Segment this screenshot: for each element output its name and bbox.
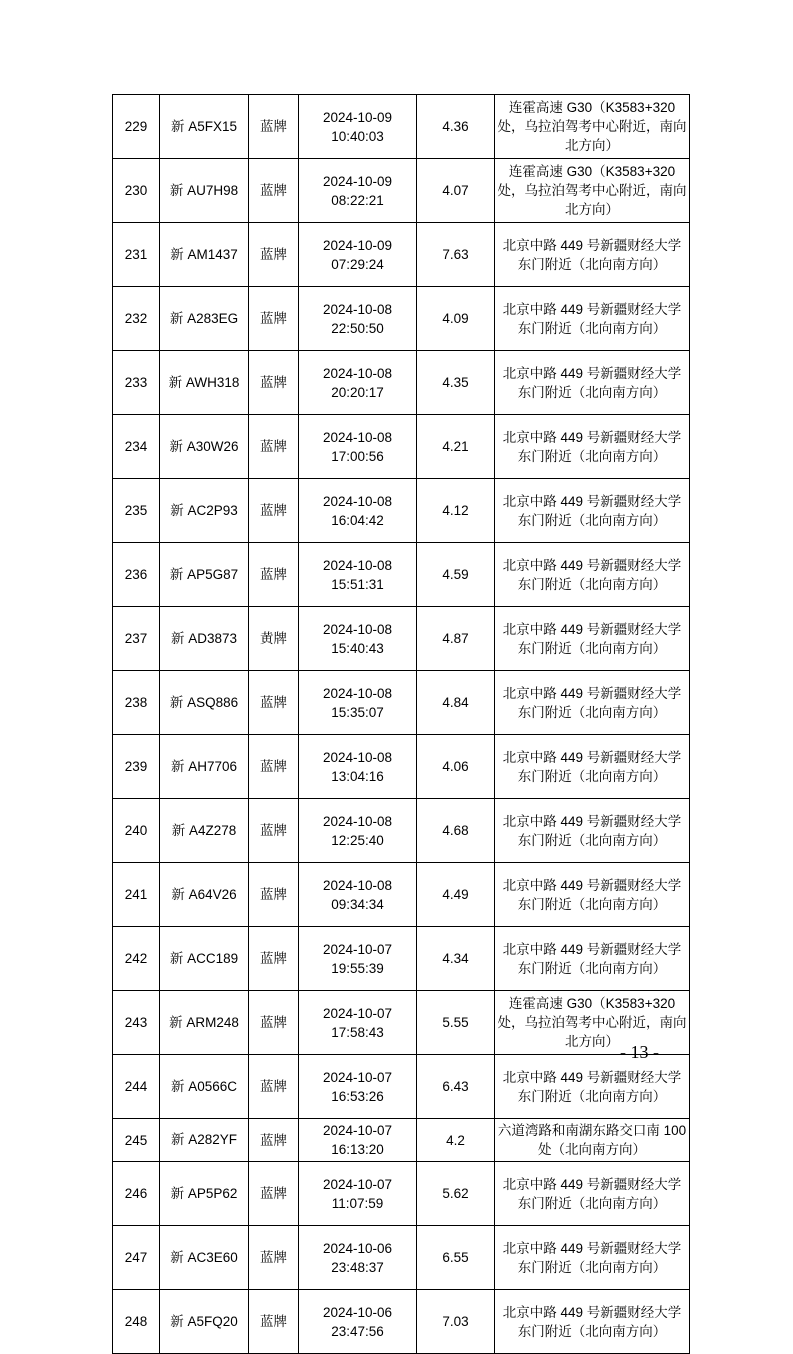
row-number-cell: 233 bbox=[113, 351, 160, 415]
location-cell: 北京中路 449 号新疆财经大学东门附近（北向南方向） bbox=[495, 543, 690, 607]
plate-type-cell: 蓝牌 bbox=[249, 159, 299, 223]
plate-type-cell: 蓝牌 bbox=[249, 1119, 299, 1162]
date-text: 2024-10-09 bbox=[322, 237, 393, 253]
time-text: 16:13:20 bbox=[331, 1142, 384, 1157]
table-row bbox=[113, 863, 690, 927]
datetime-cell bbox=[299, 1055, 417, 1119]
time-text: 17:58:43 bbox=[331, 1024, 384, 1040]
plate-type-cell: 蓝牌 bbox=[249, 927, 299, 991]
plate-type-cell: 蓝牌 bbox=[249, 415, 299, 479]
plate-number: A0566C bbox=[188, 1078, 238, 1094]
plate-number: A5FX15 bbox=[188, 118, 238, 134]
time-text: 22:50:50 bbox=[331, 320, 384, 336]
plate-number: A5FQ20 bbox=[187, 1313, 238, 1329]
plate-cell bbox=[160, 799, 249, 863]
plate-cell bbox=[160, 159, 249, 223]
location-cell: 北京中路 449 号新疆财经大学东门附近（北向南方向） bbox=[495, 1055, 690, 1119]
date-text: 2024-10-07 bbox=[322, 1123, 393, 1138]
plate-type-cell: 蓝牌 bbox=[249, 1162, 299, 1226]
time-text: 07:29:24 bbox=[331, 256, 384, 272]
plate-cell bbox=[160, 607, 249, 671]
plate-type-cell: 黄牌 bbox=[249, 607, 299, 671]
time-text: 12:25:40 bbox=[331, 832, 384, 848]
plate-number: AU7H98 bbox=[187, 182, 239, 198]
plate-prefix: 新 bbox=[170, 1249, 184, 1266]
plate-number: AWH318 bbox=[185, 374, 240, 390]
location-cell: 北京中路 449 号新疆财经大学东门附近（北向南方向） bbox=[495, 671, 690, 735]
row-number-cell: 236 bbox=[113, 543, 160, 607]
plate-prefix: 新 bbox=[171, 886, 185, 903]
datetime-cell bbox=[299, 223, 417, 287]
value-cell: 6.55 bbox=[417, 1226, 495, 1290]
plate-prefix: 新 bbox=[169, 566, 184, 583]
location-cell: 北京中路 449 号新疆财经大学东门附近（北向南方向） bbox=[495, 927, 690, 991]
time-text: 16:53:26 bbox=[331, 1088, 384, 1104]
table-row bbox=[113, 1162, 690, 1226]
plate-prefix: 新 bbox=[169, 694, 184, 711]
location-cell: 连霍高速 G30（K3583+320 处，乌拉泊驾考中心附近，南向北方向） bbox=[495, 159, 690, 223]
row-number-cell: 230 bbox=[113, 159, 160, 223]
date-text: 2024-10-07 bbox=[322, 1176, 393, 1192]
plate-cell bbox=[160, 927, 249, 991]
time-text: 17:00:56 bbox=[331, 448, 384, 464]
table-row bbox=[113, 927, 690, 991]
time-text: 23:48:37 bbox=[331, 1259, 384, 1275]
row-number-cell: 245 bbox=[113, 1119, 160, 1162]
time-text: 15:51:31 bbox=[331, 576, 384, 592]
datetime-cell bbox=[299, 479, 417, 543]
value-cell: 4.06 bbox=[417, 735, 495, 799]
table-row bbox=[113, 415, 690, 479]
row-number-cell: 229 bbox=[113, 95, 160, 159]
date-text: 2024-10-07 bbox=[322, 1069, 393, 1085]
datetime-cell bbox=[299, 927, 417, 991]
plate-cell bbox=[160, 1226, 249, 1290]
time-text: 19:55:39 bbox=[331, 960, 384, 976]
plate-number: A282YF bbox=[188, 1132, 238, 1147]
value-cell: 4.2 bbox=[417, 1119, 495, 1162]
plate-cell bbox=[160, 991, 249, 1055]
table-row bbox=[113, 991, 690, 1055]
row-number-cell: 248 bbox=[113, 1290, 160, 1354]
table-row bbox=[113, 735, 690, 799]
records-table-body bbox=[113, 95, 690, 1354]
plate-number: AP5P62 bbox=[187, 1185, 238, 1201]
table-row bbox=[113, 543, 690, 607]
plate-number: A64V26 bbox=[188, 886, 237, 902]
time-text: 08:22:21 bbox=[331, 192, 384, 208]
date-text: 2024-10-09 bbox=[322, 109, 393, 125]
location-cell: 北京中路 449 号新疆财经大学东门附近（北向南方向） bbox=[495, 479, 690, 543]
location-cell: 连霍高速 G30（K3583+320 处，乌拉泊驾考中心附近，南向北方向） bbox=[495, 991, 690, 1055]
plate-prefix: 新 bbox=[170, 1313, 184, 1330]
row-number-cell: 241 bbox=[113, 863, 160, 927]
location-cell: 北京中路 449 号新疆财经大学东门附近（北向南方向） bbox=[495, 415, 690, 479]
row-number-cell: 244 bbox=[113, 1055, 160, 1119]
location-cell: 北京中路 449 号新疆财经大学东门附近（北向南方向） bbox=[495, 287, 690, 351]
table-row bbox=[113, 287, 690, 351]
time-text: 20:20:17 bbox=[331, 384, 384, 400]
plate-type-cell: 蓝牌 bbox=[249, 671, 299, 735]
value-cell: 4.34 bbox=[417, 927, 495, 991]
time-text: 11:07:59 bbox=[331, 1195, 384, 1211]
plate-number: AH7706 bbox=[188, 758, 238, 774]
row-number-cell: 231 bbox=[113, 223, 160, 287]
row-number-cell: 243 bbox=[113, 991, 160, 1055]
plate-prefix: 新 bbox=[171, 822, 186, 839]
page-number: - 13 - bbox=[620, 1042, 659, 1062]
plate-type-cell: 蓝牌 bbox=[249, 223, 299, 287]
plate-number: A30W26 bbox=[186, 438, 239, 454]
plate-number: ACC189 bbox=[187, 950, 239, 966]
time-text: 09:34:34 bbox=[331, 896, 384, 912]
value-cell: 4.36 bbox=[417, 95, 495, 159]
date-text: 2024-10-08 bbox=[322, 301, 393, 317]
datetime-cell bbox=[299, 1162, 417, 1226]
table-row bbox=[113, 223, 690, 287]
plate-cell bbox=[160, 415, 249, 479]
datetime-cell bbox=[299, 351, 417, 415]
plate-prefix: 新 bbox=[170, 1132, 185, 1148]
datetime-cell bbox=[299, 1226, 417, 1290]
row-number-cell: 235 bbox=[113, 479, 160, 543]
date-text: 2024-10-06 bbox=[322, 1240, 393, 1256]
value-cell: 7.03 bbox=[417, 1290, 495, 1354]
plate-type-cell: 蓝牌 bbox=[249, 991, 299, 1055]
date-text: 2024-10-08 bbox=[322, 877, 393, 893]
date-text: 2024-10-08 bbox=[322, 813, 393, 829]
table-row bbox=[113, 1290, 690, 1354]
row-number-cell: 247 bbox=[113, 1226, 160, 1290]
value-cell: 4.84 bbox=[417, 671, 495, 735]
datetime-cell bbox=[299, 543, 417, 607]
plate-number: AM1437 bbox=[187, 246, 238, 262]
plate-type-cell: 蓝牌 bbox=[249, 1226, 299, 1290]
plate-cell bbox=[160, 1162, 249, 1226]
plate-type-cell: 蓝牌 bbox=[249, 1055, 299, 1119]
plate-cell bbox=[160, 671, 249, 735]
date-text: 2024-10-08 bbox=[322, 749, 393, 765]
table-row bbox=[113, 1055, 690, 1119]
plate-cell bbox=[160, 1290, 249, 1354]
location-cell: 北京中路 449 号新疆财经大学东门附近（北向南方向） bbox=[495, 799, 690, 863]
plate-prefix: 新 bbox=[170, 758, 185, 775]
value-cell: 5.62 bbox=[417, 1162, 495, 1226]
plate-prefix: 新 bbox=[169, 950, 184, 967]
value-cell: 5.55 bbox=[417, 991, 495, 1055]
plate-number: AC3E60 bbox=[187, 1249, 238, 1265]
plate-cell bbox=[160, 95, 249, 159]
datetime-cell bbox=[299, 1119, 417, 1162]
plate-cell bbox=[160, 223, 249, 287]
row-number-cell: 238 bbox=[113, 671, 160, 735]
table-row bbox=[113, 1119, 690, 1162]
table-row bbox=[113, 1226, 690, 1290]
plate-cell bbox=[160, 287, 249, 351]
datetime-cell bbox=[299, 799, 417, 863]
time-text: 10:40:03 bbox=[331, 128, 384, 144]
value-cell: 4.68 bbox=[417, 799, 495, 863]
value-cell: 4.49 bbox=[417, 863, 495, 927]
value-cell: 4.59 bbox=[417, 543, 495, 607]
plate-cell bbox=[160, 863, 249, 927]
date-text: 2024-10-08 bbox=[322, 557, 393, 573]
plate-prefix: 新 bbox=[169, 182, 184, 199]
location-cell: 北京中路 449 号新疆财经大学东门附近（北向南方向） bbox=[495, 351, 690, 415]
time-text: 15:40:43 bbox=[331, 640, 384, 656]
plate-type-cell: 蓝牌 bbox=[249, 287, 299, 351]
plate-prefix: 新 bbox=[170, 1078, 185, 1095]
location-cell: 北京中路 449 号新疆财经大学东门附近（北向南方向） bbox=[495, 735, 690, 799]
location-cell: 六道湾路和南湖东路交口南 100 处（北向南方向） bbox=[495, 1119, 690, 1162]
date-text: 2024-10-08 bbox=[322, 493, 393, 509]
datetime-cell bbox=[299, 607, 417, 671]
time-text: 16:04:42 bbox=[331, 512, 384, 528]
plate-number: AD3873 bbox=[188, 630, 238, 646]
row-number-cell: 237 bbox=[113, 607, 160, 671]
row-number-cell: 242 bbox=[113, 927, 160, 991]
date-text: 2024-10-08 bbox=[322, 429, 393, 445]
plate-number: ASQ886 bbox=[187, 694, 239, 710]
plate-prefix: 新 bbox=[169, 1014, 183, 1031]
plate-cell bbox=[160, 1055, 249, 1119]
plate-type-cell: 蓝牌 bbox=[249, 95, 299, 159]
plate-number: A4Z278 bbox=[188, 822, 237, 838]
plate-number: ARM248 bbox=[186, 1014, 239, 1030]
datetime-cell bbox=[299, 1290, 417, 1354]
plate-prefix: 新 bbox=[170, 118, 185, 135]
plate-cell bbox=[160, 543, 249, 607]
table-row bbox=[113, 607, 690, 671]
plate-prefix: 新 bbox=[170, 1185, 185, 1202]
table-row bbox=[113, 159, 690, 223]
value-cell: 7.63 bbox=[417, 223, 495, 287]
datetime-cell bbox=[299, 287, 417, 351]
location-cell: 北京中路 449 号新疆财经大学东门附近（北向南方向） bbox=[495, 1290, 690, 1354]
value-cell: 4.07 bbox=[417, 159, 495, 223]
plate-cell bbox=[160, 479, 249, 543]
value-cell: 4.87 bbox=[417, 607, 495, 671]
value-cell: 4.12 bbox=[417, 479, 495, 543]
date-text: 2024-10-07 bbox=[322, 1005, 393, 1021]
datetime-cell bbox=[299, 415, 417, 479]
plate-prefix: 新 bbox=[169, 310, 184, 327]
plate-number: AC2P93 bbox=[187, 502, 238, 518]
row-number-cell: 232 bbox=[113, 287, 160, 351]
table-row bbox=[113, 95, 690, 159]
plate-type-cell: 蓝牌 bbox=[249, 351, 299, 415]
datetime-cell bbox=[299, 159, 417, 223]
datetime-cell bbox=[299, 863, 417, 927]
date-text: 2024-10-08 bbox=[322, 685, 393, 701]
plate-cell bbox=[160, 1119, 249, 1162]
location-cell: 北京中路 449 号新疆财经大学东门附近（北向南方向） bbox=[495, 1226, 690, 1290]
table-row bbox=[113, 479, 690, 543]
datetime-cell bbox=[299, 95, 417, 159]
plate-cell bbox=[160, 351, 249, 415]
plate-type-cell: 蓝牌 bbox=[249, 1290, 299, 1354]
value-cell: 4.35 bbox=[417, 351, 495, 415]
time-text: 23:47:56 bbox=[331, 1323, 384, 1339]
datetime-cell bbox=[299, 991, 417, 1055]
plate-type-cell: 蓝牌 bbox=[249, 543, 299, 607]
plate-cell bbox=[160, 735, 249, 799]
records-table bbox=[112, 94, 690, 1354]
plate-number: A283EG bbox=[187, 310, 239, 326]
plate-type-cell: 蓝牌 bbox=[249, 863, 299, 927]
plate-type-cell: 蓝牌 bbox=[249, 479, 299, 543]
table-row bbox=[113, 351, 690, 415]
row-number-cell: 239 bbox=[113, 735, 160, 799]
datetime-cell bbox=[299, 671, 417, 735]
row-number-cell: 234 bbox=[113, 415, 160, 479]
row-number-cell: 240 bbox=[113, 799, 160, 863]
date-text: 2024-10-09 bbox=[322, 173, 393, 189]
plate-prefix: 新 bbox=[170, 502, 184, 519]
time-text: 15:35:07 bbox=[331, 704, 384, 720]
plate-number: AP5G87 bbox=[187, 566, 239, 582]
time-text: 13:04:16 bbox=[331, 768, 384, 784]
location-cell: 北京中路 449 号新疆财经大学东门附近（北向南方向） bbox=[495, 607, 690, 671]
location-cell: 北京中路 449 号新疆财经大学东门附近（北向南方向） bbox=[495, 1162, 690, 1226]
table-row bbox=[113, 671, 690, 735]
datetime-cell bbox=[299, 735, 417, 799]
row-number-cell: 246 bbox=[113, 1162, 160, 1226]
value-cell: 4.09 bbox=[417, 287, 495, 351]
plate-prefix: 新 bbox=[170, 246, 184, 263]
location-cell: 北京中路 449 号新疆财经大学东门附近（北向南方向） bbox=[495, 863, 690, 927]
date-text: 2024-10-08 bbox=[322, 365, 393, 381]
value-cell: 4.21 bbox=[417, 415, 495, 479]
table-row bbox=[113, 799, 690, 863]
date-text: 2024-10-08 bbox=[322, 621, 393, 637]
plate-prefix: 新 bbox=[168, 374, 183, 391]
plate-prefix: 新 bbox=[170, 630, 185, 647]
plate-type-cell: 蓝牌 bbox=[249, 735, 299, 799]
location-cell: 北京中路 449 号新疆财经大学东门附近（北向南方向） bbox=[495, 223, 690, 287]
value-cell: 6.43 bbox=[417, 1055, 495, 1119]
plate-type-cell: 蓝牌 bbox=[249, 799, 299, 863]
date-text: 2024-10-07 bbox=[322, 941, 393, 957]
location-cell: 连霍高速 G30（K3583+320 处，乌拉泊驾考中心附近，南向北方向） bbox=[495, 95, 690, 159]
plate-prefix: 新 bbox=[169, 438, 183, 455]
date-text: 2024-10-06 bbox=[322, 1304, 393, 1320]
